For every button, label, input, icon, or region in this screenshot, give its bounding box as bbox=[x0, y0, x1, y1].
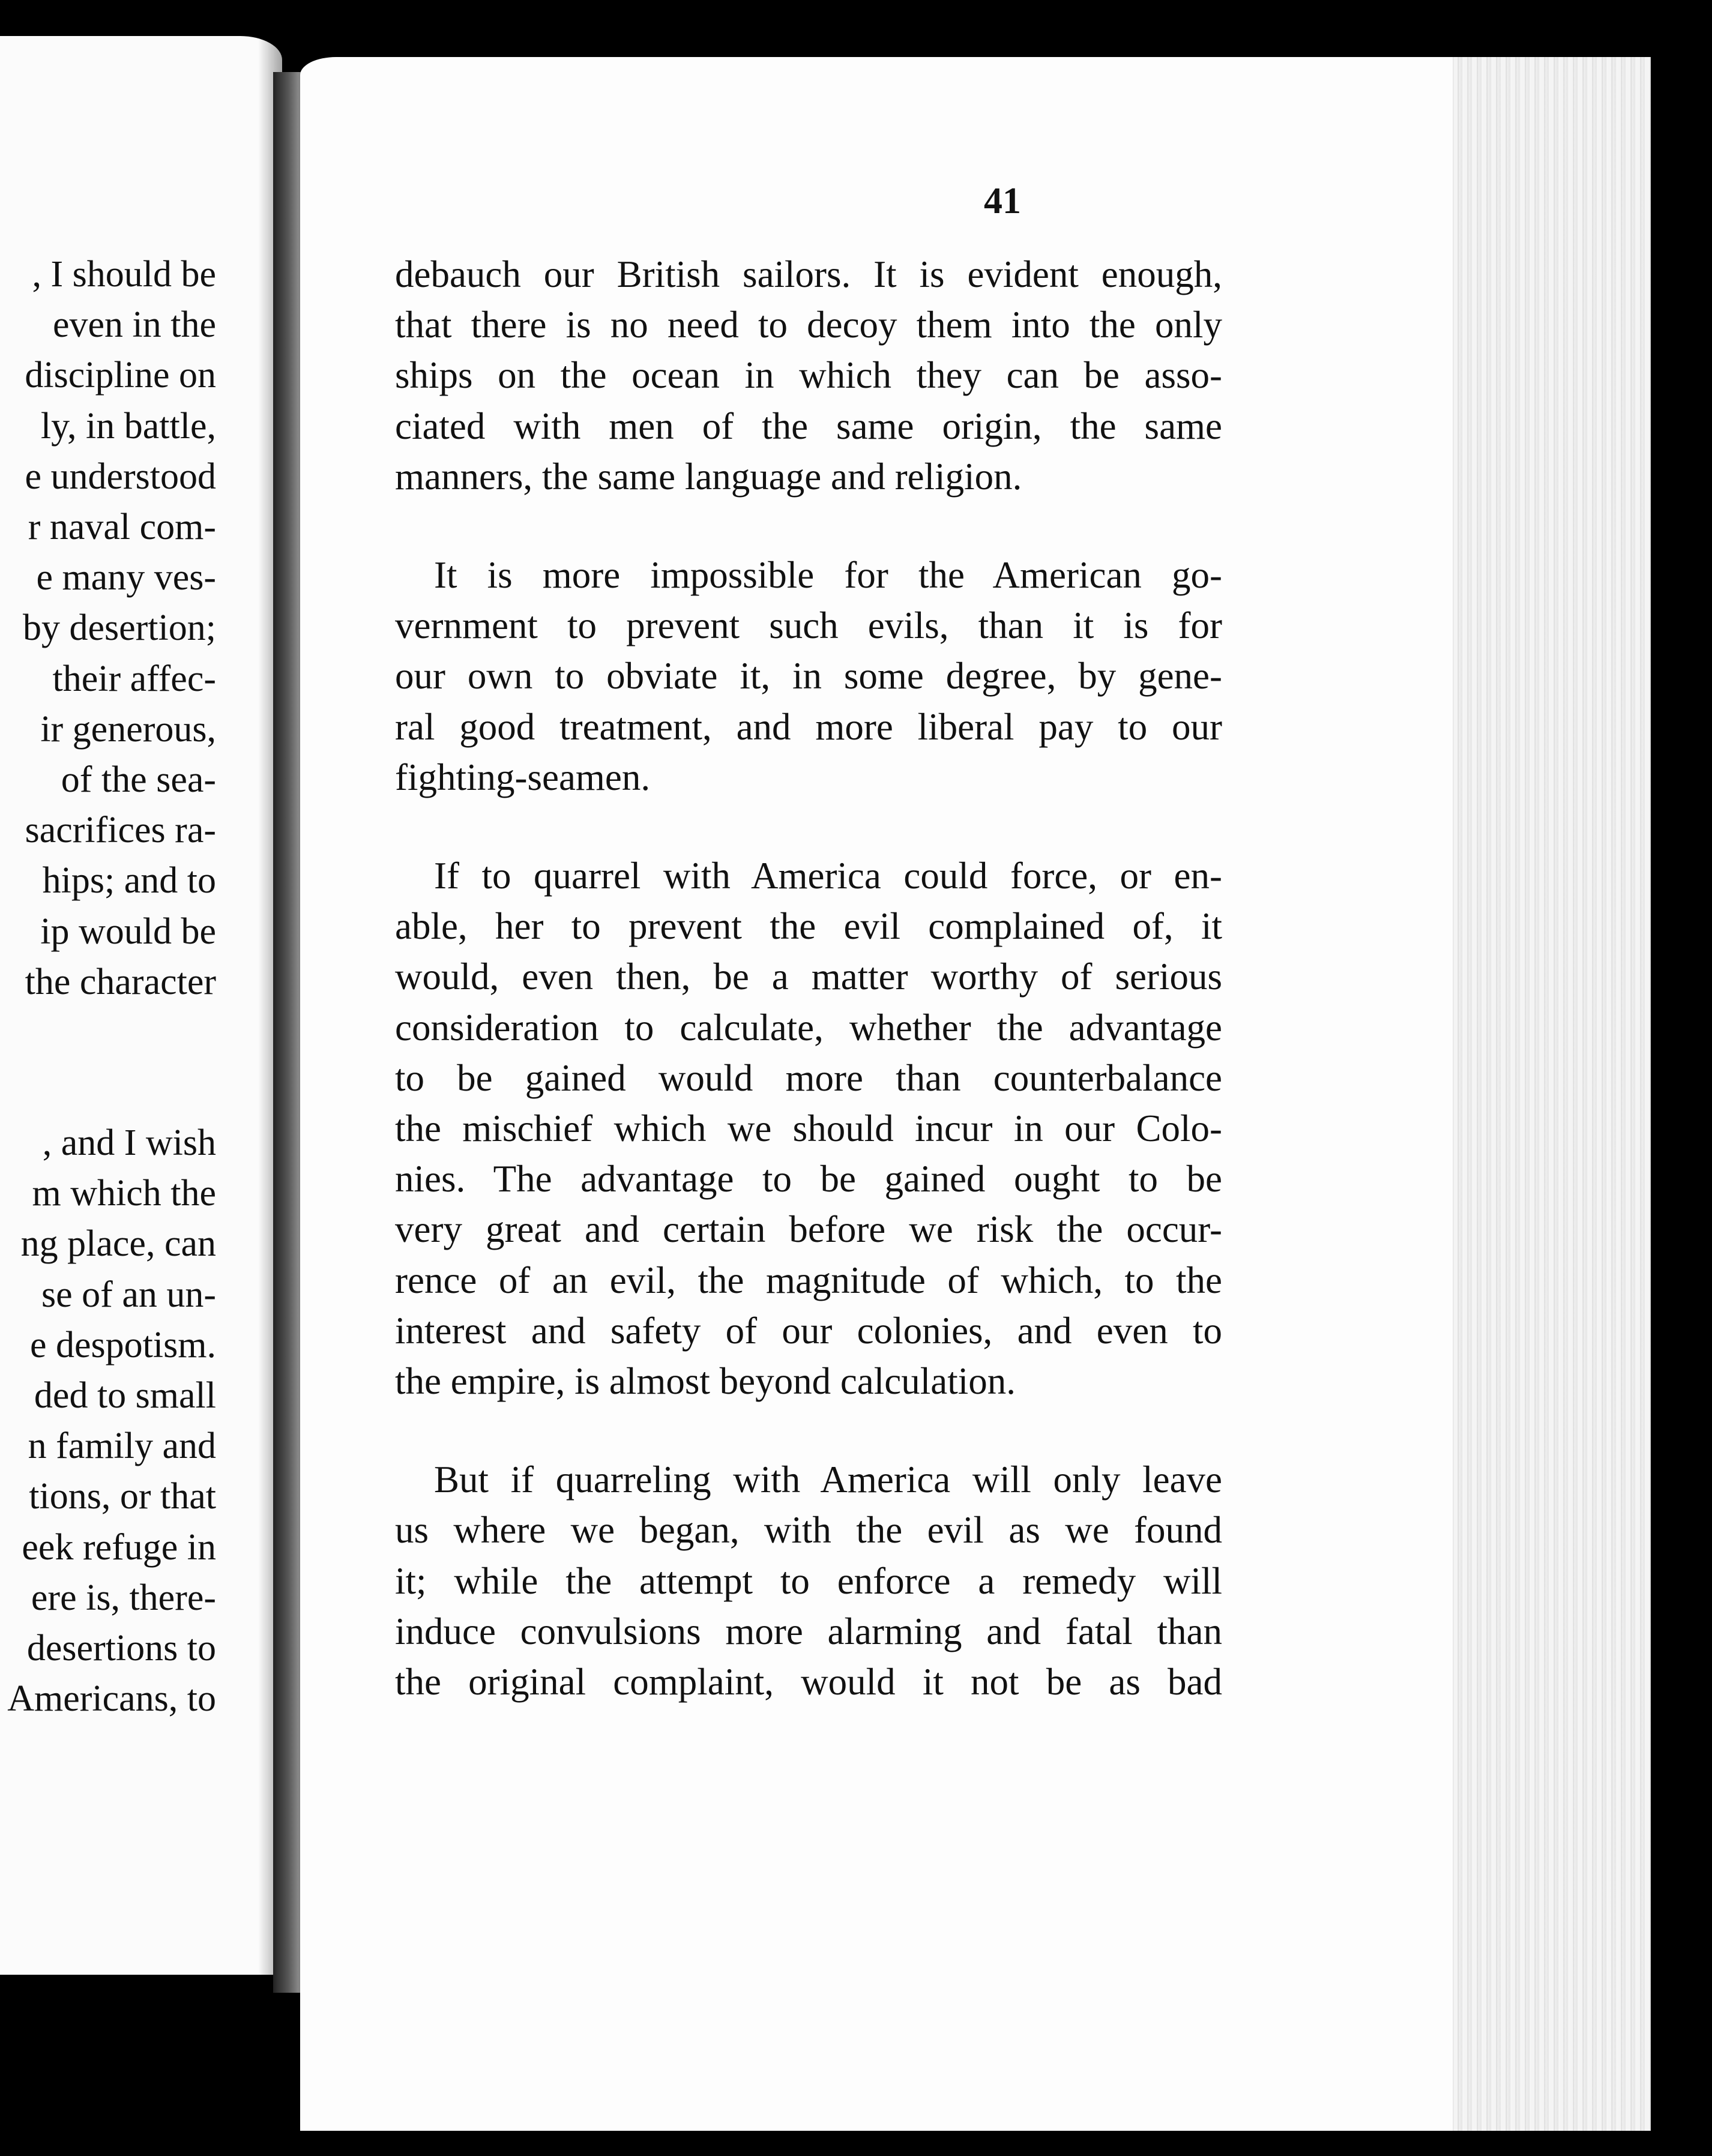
text-line: the empire, is almost beyond calculation. bbox=[395, 1360, 1016, 1403]
text-line: us where we began, with the evil as we found bbox=[395, 1509, 1222, 1552]
text-line: manners, the same language and religion. bbox=[395, 455, 1022, 498]
left-line: even in the bbox=[52, 304, 216, 346]
left-line: by desertion; bbox=[23, 607, 216, 649]
left-line: hips; and to bbox=[42, 860, 216, 902]
text-line: to be gained would more than counterbalance bbox=[395, 1056, 1222, 1099]
text-line: debauch our British sailors. It is evident enough, bbox=[395, 253, 1222, 295]
text-line: interest and safety of our colonies, and even to bbox=[395, 1309, 1222, 1352]
text-line: If to quarrel with America could force, or en- bbox=[434, 855, 1222, 897]
page-number: 41 bbox=[984, 181, 1021, 221]
text-line: ral good treatment, and more liberal pay to our bbox=[395, 705, 1222, 748]
left-line: e despotism. bbox=[30, 1324, 216, 1366]
text-line: nies. The advantage to be gained ought to be bbox=[395, 1158, 1222, 1200]
left-line: e understood bbox=[25, 456, 216, 497]
left-page bbox=[0, 36, 282, 1975]
text-line: would, even then, be a matter worthy of serious bbox=[395, 956, 1222, 998]
paragraph bbox=[395, 851, 1222, 1406]
left-line: , I should be bbox=[32, 254, 216, 295]
text-line: induce convulsions more alarming and fatal than bbox=[395, 1610, 1222, 1652]
left-line: ip would be bbox=[40, 911, 216, 952]
text-line: consideration to calculate, whether the advantage bbox=[395, 1006, 1222, 1049]
text-line: the mischief which we should incur in our Colo- bbox=[395, 1107, 1222, 1150]
left-line: ir generous, bbox=[40, 708, 216, 750]
text-line: ships on the ocean in which they can be asso- bbox=[395, 354, 1222, 397]
paragraph bbox=[395, 1454, 1222, 1707]
left-line: of the sea- bbox=[61, 759, 216, 801]
text-line: But if quarreling with America will only leave bbox=[434, 1459, 1222, 1501]
left-line: , and I wish bbox=[42, 1122, 216, 1164]
text-line: the original complaint, would it not be as bad bbox=[395, 1661, 1222, 1703]
left-line: n family and bbox=[28, 1426, 216, 1467]
text-line: it; while the attempt to enforce a remedy will bbox=[395, 1559, 1222, 1602]
paragraph-gap bbox=[0, 1007, 216, 1118]
text-line: fighting-seamen. bbox=[395, 756, 651, 798]
paragraph bbox=[395, 249, 1222, 502]
left-line: m which the bbox=[32, 1173, 216, 1214]
left-line: ere is, there- bbox=[31, 1577, 216, 1618]
left-line: ly, in battle, bbox=[40, 405, 216, 447]
left-line: se of an un- bbox=[41, 1274, 216, 1315]
left-line: desertions to bbox=[26, 1628, 216, 1669]
text-line: rence of an evil, the magnitude of which, to the bbox=[395, 1259, 1222, 1301]
left-line: e many ves- bbox=[36, 557, 216, 598]
right-page bbox=[300, 57, 1651, 2131]
text-line: our own to obviate it, in some degree, by gene- bbox=[395, 655, 1222, 697]
left-line: eek refuge in bbox=[22, 1526, 216, 1568]
left-line: the character bbox=[25, 961, 216, 1002]
left-line: tions, or that bbox=[29, 1476, 216, 1517]
text-line: It is more impossible for the American go- bbox=[434, 554, 1222, 597]
text-line: ciated with men of the same origin, the same bbox=[395, 405, 1222, 447]
left-line: ng place, can bbox=[20, 1223, 216, 1265]
left-line: their affec- bbox=[52, 658, 216, 699]
left-line: r naval com- bbox=[28, 507, 216, 548]
left-page-text bbox=[0, 249, 216, 1724]
left-line: Americans, to bbox=[7, 1678, 216, 1720]
text-line: able, her to prevent the evil complained of, it bbox=[395, 905, 1222, 948]
text-line: very great and certain before we risk the occur- bbox=[395, 1208, 1222, 1251]
text-line: vernment to prevent such evils, than it is for bbox=[395, 604, 1222, 647]
page-body-text bbox=[395, 249, 1222, 1707]
paragraph bbox=[395, 550, 1222, 802]
left-line: ded to small bbox=[34, 1375, 216, 1417]
left-line: sacrifices ra- bbox=[25, 810, 216, 851]
text-line: that there is no need to decoy them into the only bbox=[395, 304, 1222, 346]
page-edges bbox=[1453, 57, 1651, 2131]
left-line: discipline on bbox=[25, 355, 216, 396]
